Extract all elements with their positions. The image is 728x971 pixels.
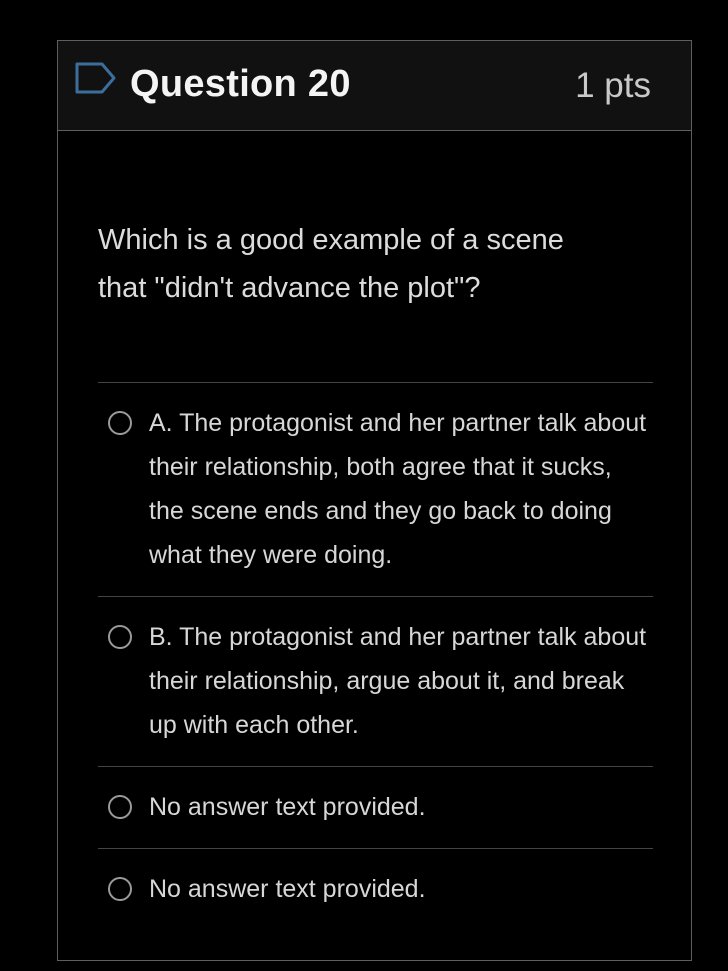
answer-label: A. The protagonist and her partner talk about their relationship, both agree that it sucks, the scene ends and they go back to doing what they were doing. xyxy=(149,409,647,569)
flag-question-icon[interactable] xyxy=(74,61,118,95)
answer-label: No answer text provided. xyxy=(149,875,426,903)
radio-button[interactable] xyxy=(108,877,132,901)
question-title: Question 20 xyxy=(130,63,351,105)
answer-label: B. The protagonist and her partner talk about their relationship, argue about it, and break up with each other. xyxy=(149,623,647,739)
answer-option-d[interactable] xyxy=(98,848,653,930)
answer-option-a[interactable] xyxy=(98,382,653,596)
radio-button[interactable] xyxy=(108,625,132,649)
radio-button[interactable] xyxy=(108,411,132,435)
answer-option-b[interactable] xyxy=(98,596,653,766)
answer-list xyxy=(98,382,653,930)
question-card xyxy=(57,40,692,961)
question-points: 1 pts xyxy=(575,66,651,105)
question-header xyxy=(58,41,691,131)
answer-label: No answer text provided. xyxy=(149,793,426,821)
question-text: Which is a good example of a scene that "didn't advance the plot"? xyxy=(98,224,564,304)
radio-button[interactable] xyxy=(108,795,132,819)
answer-option-c[interactable] xyxy=(98,766,653,848)
